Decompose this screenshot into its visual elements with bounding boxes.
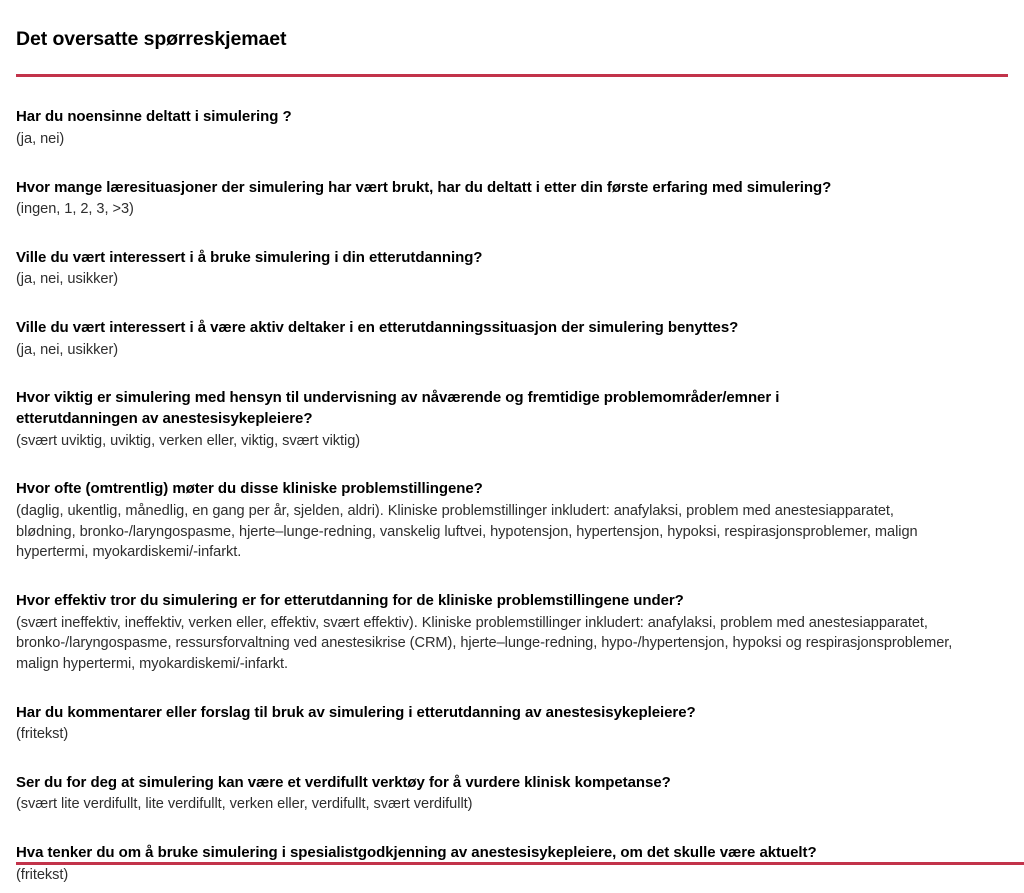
question-item (16, 318, 1008, 360)
question-text: Hvor effektiv tror du simulering er for etterutdanning for de kliniske problemstillingene under? (16, 591, 684, 609)
question-item (16, 479, 1008, 563)
question-text: Hvor mange læresituasjoner der simulering har vært brukt, har du deltatt i etter din første erfaring med simulering? (16, 178, 832, 196)
question-text: Hva tenker du om å bruke simulering i spesialistgodkjenning av anestesisykepleiere, om det skulle være aktuelt? (16, 844, 817, 862)
question-text: Ville du vært interessert i å bruke simulering i din etterutdanning? (16, 248, 483, 266)
question-text: Ville du vært interessert i å være aktiv deltaker i en etterutdanningssituasjon der simulering benyttes? (16, 319, 739, 337)
question-item (16, 591, 1008, 675)
question-item (16, 773, 1008, 815)
question-text: Har du kommentarer eller forslag til bruk av simulering i etterutdanning av anestesisykepleiere? (16, 703, 696, 721)
answer-options-text: (svært lite verdifullt, lite verdifullt, verken eller, verdifullt, svært verdifullt) (16, 796, 473, 813)
question-item (16, 703, 1008, 745)
answer-options-text: (fritekst) (16, 866, 69, 883)
question-item (16, 248, 1008, 290)
answer-options-text: (daglig, ukentlig, månedlig, en gang per år, sjelden, aldri). Kliniske problemstillinger inkludert: anafylaksi, problem med anestesiapparatet, blødning, bronko-/laryngospasme, hjerte–lunge-redning, vanskelig luftvei, hypotensjon, hypertensjon, hypoksi, respirasjonsproblemer, malign hypertermi, myokardiskemi/-infarkt. (16, 502, 918, 561)
answer-options-text: (svært uviktig, uviktig, verken eller, viktig, svært viktig) (16, 432, 361, 449)
header-divider-rule (16, 74, 1008, 77)
answer-options-text: (ja, nei) (16, 130, 65, 147)
footer-divider-rule (16, 862, 1024, 865)
question-list (16, 107, 1008, 885)
question-item (16, 178, 1008, 220)
page-title: Det oversatte spørreskjemaet (16, 28, 287, 50)
question-text: Ser du for deg at simulering kan være et verdifullt verktøy for å vurdere klinisk kompetanse? (16, 773, 671, 791)
question-item (16, 388, 1008, 451)
answer-options-text: (svært ineffektiv, ineffektiv, verken eller, effektiv, svært effektiv). Kliniske problemstillinger inkludert: anafylaksi, problem med anestesiapparatet, bronko-/laryngospasme, ressursforvaltning ved anestesikrise (CRM), hjerte–lunge-redning, hypo-/hypertensjon, hypoksi og respirasjonsproblemer, malign hypertermi, myokardiskemi/-infarkt. (16, 614, 953, 672)
answer-options-text: (ja, nei, usikker) (16, 271, 119, 288)
question-text: Hvor viktig er simulering med hensyn til undervisning av nåværende og fremtidige problemområder/emner i etterutdanningen av anestesisykepleiere? (16, 389, 780, 427)
answer-options-text: (fritekst) (16, 726, 69, 743)
answer-options-text: (ingen, 1, 2, 3, >3) (16, 201, 134, 218)
question-text: Hvor ofte (omtrentlig) møter du disse kliniske problemstillingene? (16, 480, 483, 498)
question-item (16, 107, 1008, 149)
question-text: Har du noensinne deltatt i simulering ? (16, 108, 292, 126)
answer-options-text: (ja, nei, usikker) (16, 341, 119, 358)
